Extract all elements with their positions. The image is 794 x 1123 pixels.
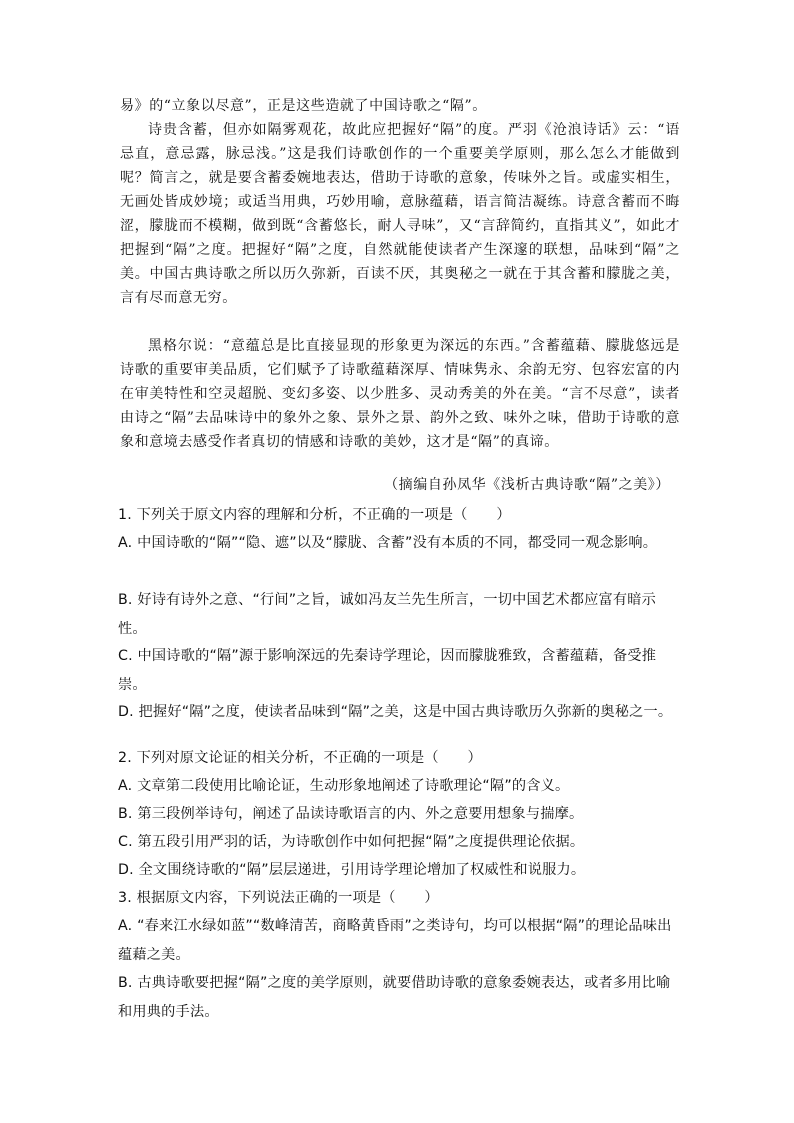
- question-3-stem: 3. 根据原文内容，下列说法正确的一项是（ ）: [118, 890, 439, 906]
- question-2-stem: 2. 下列对原文论证的相关分析，不正确的一项是（ ）: [118, 750, 482, 766]
- question-2-option-b: B. 第三段例举诗句，阐述了品读诗歌语言的内、外之意要用想象与揣摩。: [118, 806, 584, 822]
- question-1-option-d: D. 把握好“隔”之度，使读者品味到“隔”之美，这是中国古典诗歌历久弥新的奥秘之一。: [118, 704, 673, 720]
- question-1-option-a: A. 中国诗歌的“隔”“隐、遮”以及“朦胧、含蓄”没有本质的不同，都受同一观念影响。: [118, 535, 658, 551]
- question-1-stem: 1. 下列关于原文内容的理解和分析，不正确的一项是（ ）: [118, 507, 511, 523]
- question-3-option-a: A. “春来江水绿如蓝”“数峰清苦，商略黄昏雨”之类诗句，均可以根据“隔”的理论品味出蕴藉之美。: [118, 918, 672, 963]
- passage-paragraph-1: 诗贵含蓄，但亦如隔雾观花，故此应把握好“隔”的度。严羽《沧浪诗话》云：“语忌直，意忌露，脉忌浅。”这是我们诗歌创作的一个重要美学原则，那么怎么才能做到呢？简言之，就是要含蓄委婉地表达，借助于诗歌的意象，传味外之旨。或虚实相生，无画处皆成妙境；或适当用典，巧妙用喻，意脉蕴藉，语言简洁凝练。诗意含蓄而不晦涩，朦胧而不模糊，做到既“含蓄悠长，耐人寻味”，又“言辞简约，直指其义”，如此才把握到“隔”之度。把握好“隔”之度，自然就能使读者产生深邃的联想，品味到“隔”之美。中国古典诗歌之所以历久弥新，百读不厌，其奥秘之一就在于其含蓄和朦胧之美，言有尽而意无穷。: [120, 122, 680, 306]
- question-2-option-a: A. 文章第二段使用比喻论证，生动形象地阐述了诗歌理论“隔”的含义。: [118, 778, 570, 794]
- question-2-option-c: C. 第五段引用严羽的话，为诗歌创作中如何把握“隔”之度提供理论依据。: [118, 834, 585, 850]
- question-2-option-d: D. 全文围绕诗歌的“隔”层层递进，引用诗学理论增加了权威性和说服力。: [118, 862, 586, 878]
- passage-paragraph-2: 黑格尔说：“意蕴总是比直接显现的形象更为深远的东西。”含蓄蕴藉、朦胧悠远是诗歌的重要审美品质，它们赋予了诗歌蕴藉深厚、情味隽永、余韵无穷、包容宏富的内在审美特性和空灵超脱、变幻多姿、以少胜多、灵动秀美的外在美。“言不尽意”，读者由诗之“隔”去品味诗中的象外之象、景外之景、韵外之致、味外之味，借助于诗歌的意象和意境去感受作者真切的情感和诗歌的美妙，这才是“隔”的真谛。: [120, 338, 680, 450]
- question-1-option-c: C. 中国诗歌的“隔”源于影响深远的先秦诗学理论，因而朦胧雅致，含蓄蕴藉，备受推崇。: [118, 648, 657, 693]
- passage-paragraph-0: 易》的“立象以尽意”，正是这些造就了中国诗歌之“隔”。: [120, 98, 487, 114]
- question-3-option-b: B. 古典诗歌要把握“隔”之度的美学原则，就要借助诗歌的意象委婉表达，或者多用比喻和用典的手法。: [118, 975, 671, 1020]
- passage-source: （摘编自孙凤华《浅析古典诗歌“隔”之美》）: [384, 477, 670, 493]
- question-1-option-b: B. 好诗有诗外之意、“行间”之旨，诚如冯友兰先生所言，一切中国艺术都应富有暗示性。: [118, 592, 657, 637]
